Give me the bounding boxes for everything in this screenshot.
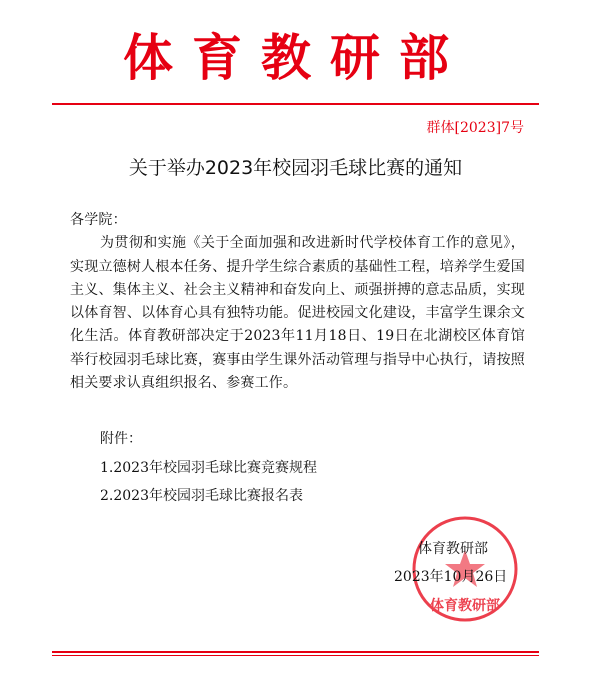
issuer-name: 体育教研部 — [418, 541, 488, 557]
seal-text: 体育教研部 — [430, 598, 500, 614]
masthead-title: 体育教研部 — [123, 29, 468, 87]
footer-red-rule-thin — [52, 655, 539, 656]
attachment-item: 2.2023年校园羽毛球比赛报名表 — [100, 488, 303, 504]
attachment-item: 1.2023年校园羽毛球比赛竞赛规程 — [100, 459, 317, 476]
attachments-section — [100, 425, 317, 511]
notice-body — [70, 209, 525, 395]
header-red-rule — [52, 103, 539, 105]
document-number: 群体[2023]7号 — [426, 120, 524, 136]
notice-paragraph: 为贯彻和实施《关于全面加强和改进新时代学校体育工作的意见》，实现立德树人根本任务、提升学生综合素质的基础性工程，培养学生爱国主义、集体主义、社会主义精神和奋发向上、顽强拼搏的意志品质，实现以体育智、以体育心具有独特功能。促进校园文化建设，丰富学生课余文化生活。体育教研部决定于2023年11月18日、19日在北湖校区体育馆举行校园羽毛球比赛，赛事由学生课外活动管理与指导中心执行，请按照相关要求认真组织报名、参赛工作。 — [70, 235, 525, 392]
salutation: 各学院： — [70, 212, 127, 228]
notice-title: 关于举办2023年校园羽毛球比赛的通知 — [128, 157, 463, 179]
issue-date: 2023年10月26日 — [394, 569, 508, 585]
footer-red-rule — [52, 651, 539, 653]
attachments-label: 附件： — [100, 431, 142, 447]
